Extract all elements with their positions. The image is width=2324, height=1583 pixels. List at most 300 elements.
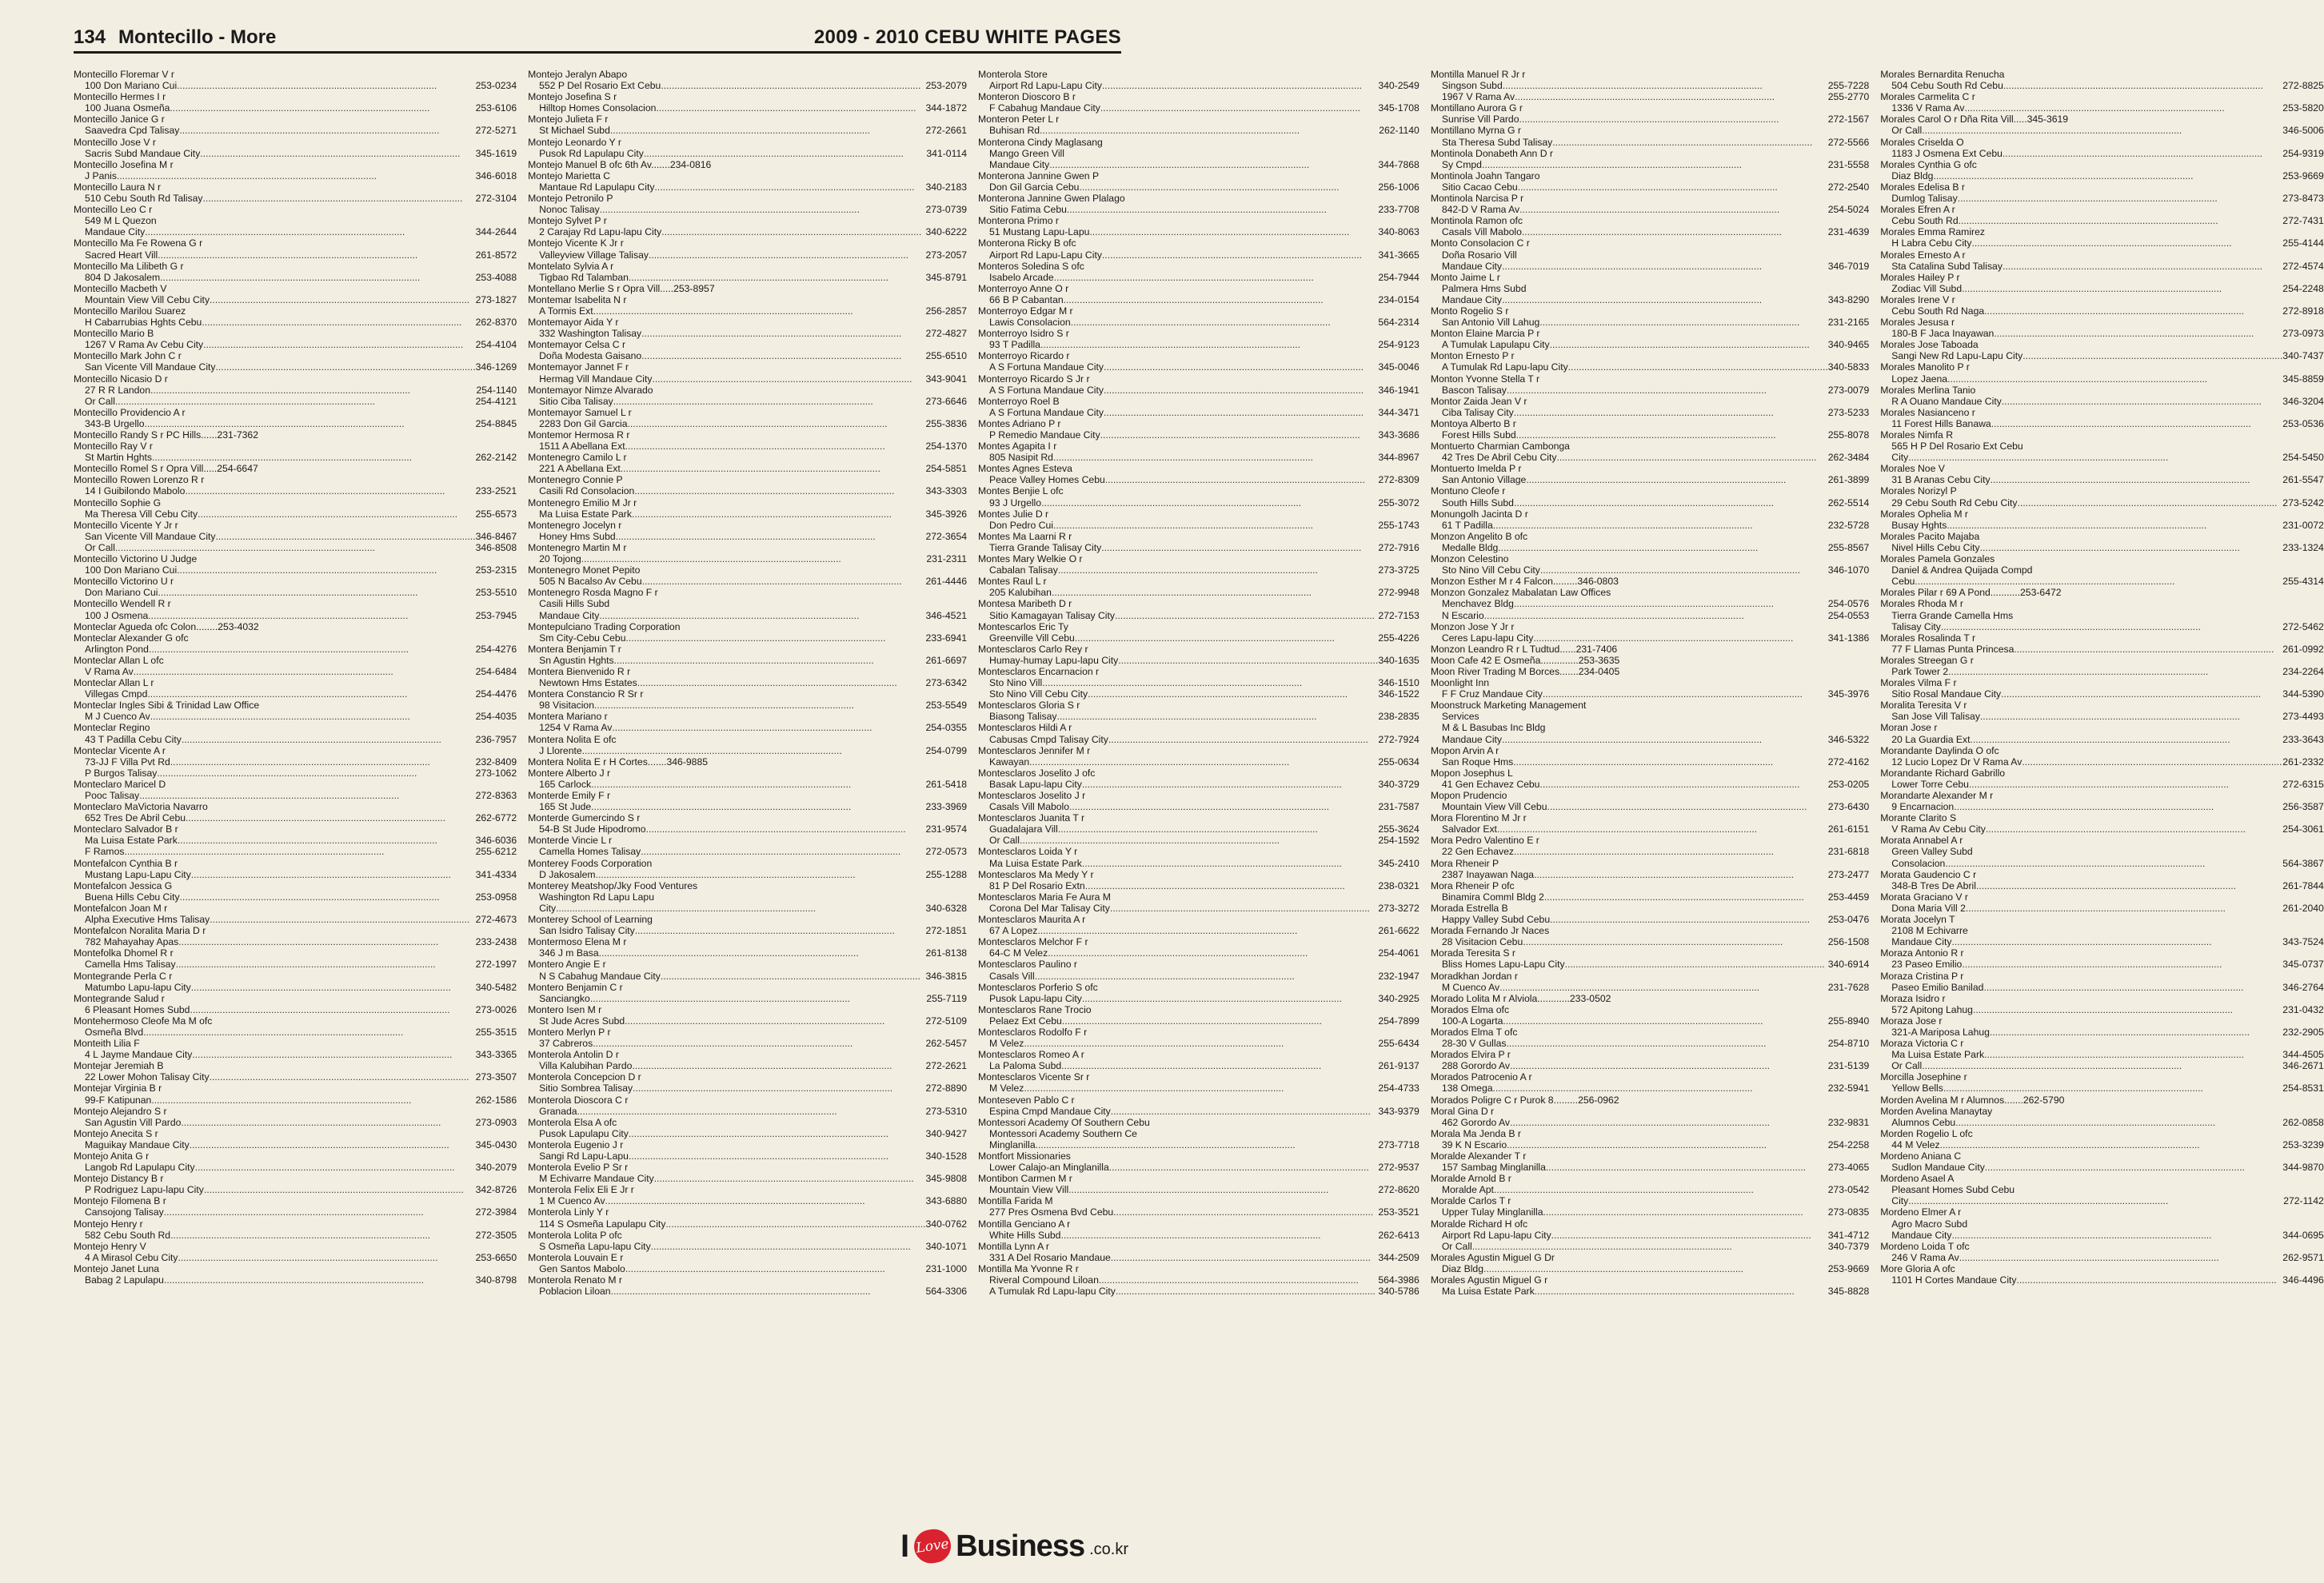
listing-phone: 273-3725 <box>1378 564 1420 576</box>
listing-address: Cebu South Rd Naga <box>1891 305 1985 317</box>
listing-phone: 343-8290 <box>1827 293 1870 305</box>
listing-name: Monterona Jannine Gwen Plalago <box>978 193 1125 205</box>
dot-leader <box>1085 880 1379 891</box>
listing-phone: 272-9948 <box>1378 587 1420 599</box>
listing-phone: 343-9379 <box>1378 1105 1420 1117</box>
listing-entry <box>1431 1060 1869 1071</box>
dot-leader <box>1075 632 1378 644</box>
listing-address: Villegas Cmpd <box>85 688 148 700</box>
listing-entry <box>528 181 967 193</box>
listing-entry <box>1431 452 1869 463</box>
listing-name: Montecillo Jose V r <box>74 136 156 148</box>
listing-entry <box>74 1117 517 1128</box>
listing-address: Park Tower 2 <box>1891 665 1949 677</box>
listing-address: A Tumulak Rd Lapu-lapu City <box>989 1286 1116 1298</box>
listing-address: 552 P Del Rosario Ext Cebu <box>539 80 661 92</box>
dot-leader <box>1543 688 1828 700</box>
listing-address: Paseo Emilio Banilad <box>1891 981 1984 993</box>
listing-name: Montecillo Victorino U Judge <box>74 553 198 565</box>
listing-entry <box>978 102 1420 114</box>
listing-entry <box>1880 520 2324 531</box>
listing-address: Humay-humay Lapu-lapu City <box>989 654 1119 666</box>
listing-name: Morante Clarito S <box>1880 812 1957 824</box>
listing-address: 1101 H Cortes Mandaue City <box>1891 1274 2017 1286</box>
listing-address: 1254 V Rama Av <box>539 722 613 734</box>
listing-entry <box>978 1106 1420 1117</box>
listing-entry <box>978 971 1420 982</box>
dot-leader <box>1503 80 1828 91</box>
listing-name: Montera Benjamin T r <box>528 643 621 655</box>
listing-address-line: Montessori Academy Southern Ce <box>989 1127 1137 1139</box>
listing-phone: 255-6510 <box>925 350 968 362</box>
listing-name: Montuerto Imelda P r <box>1430 463 1522 475</box>
listing-phone: 261-6697 <box>925 654 968 666</box>
listing-address: Guadalajara Vill <box>989 823 1058 835</box>
dot-leader <box>654 1173 926 1184</box>
listing-entry <box>978 204 1420 215</box>
dot-leader <box>556 903 925 914</box>
listing-name: Moon Cafe 42 E Osmeña..............253-3635 <box>1430 654 1620 666</box>
listing-entry <box>528 745 967 756</box>
listing-entry <box>978 1038 1420 1049</box>
listing-entry <box>74 1071 517 1083</box>
listing-address: Consolacion <box>1891 857 1946 869</box>
listing-entry <box>1431 181 1869 193</box>
listing-phone: 255-3515 <box>475 1026 517 1038</box>
listing-address: 27 R R Landon <box>85 384 150 396</box>
listing-address: Arlington Pond <box>85 643 149 655</box>
dot-leader <box>1110 903 1378 914</box>
listing-entry <box>74 587 517 598</box>
listing-entry <box>1431 474 1869 485</box>
listing-address: Corona Del Mar Talisay City <box>989 902 1110 914</box>
listing-address: 93 J Urgello <box>989 496 1042 508</box>
listing-name: Morandarte Alexander M r <box>1880 790 1994 801</box>
dot-leader <box>1040 339 1378 350</box>
listing-address: San Isidro Talisay City <box>539 925 635 937</box>
listing-entry <box>74 768 517 779</box>
listing-entry <box>74 959 517 970</box>
listing-phone: 273-0542 <box>1827 1184 1870 1196</box>
listing-phone: 346-6036 <box>475 835 517 847</box>
listing-entry <box>528 722 967 733</box>
dot-leader <box>117 170 476 181</box>
listing-entry <box>1431 564 1869 576</box>
listing-phone: 340-1635 <box>1378 654 1420 666</box>
listing-phone: 253-0205 <box>1827 778 1870 790</box>
listing-phone: 272-8918 <box>2282 305 2324 317</box>
listing-phone: 346-1510 <box>1378 677 1420 689</box>
listing-phone: 253-0958 <box>475 891 517 903</box>
listing-entry <box>1880 823 2324 835</box>
listing-address: Sitio Ciba Talisay <box>539 395 613 407</box>
dot-leader <box>656 102 925 114</box>
listing-phone: 272-4162 <box>1827 756 1870 768</box>
listing-phone: 256-2857 <box>925 305 968 317</box>
dot-leader <box>1568 361 1828 373</box>
listing-phone: 273-6342 <box>925 677 968 689</box>
dot-leader <box>665 1218 925 1230</box>
listing-phone: 253-0476 <box>1827 914 1870 926</box>
listing-entry <box>74 1206 517 1218</box>
dot-leader <box>1971 734 2283 745</box>
listing-name: Montenegro Jocelyn r <box>528 519 622 531</box>
listing-phone: 254-0799 <box>925 744 968 756</box>
dot-leader <box>629 1150 926 1162</box>
dot-leader <box>1040 125 1379 136</box>
listing-entry <box>978 587 1420 598</box>
listing-phone: 255-3836 <box>925 417 968 429</box>
listing-entry <box>528 1038 967 1049</box>
listing-name: Montuerto Charmian Cambonga <box>1430 441 1570 453</box>
listing-address: 114 S Osmeña Lapulapu City <box>539 1218 666 1230</box>
listing-column <box>1880 69 2324 1508</box>
listing-phone: 233-2521 <box>475 485 517 497</box>
listing-phone: 273-0079 <box>1827 384 1870 396</box>
listing-phone: 272-1567 <box>1827 114 1870 126</box>
listing-address: Mandaue City <box>1891 1229 1952 1241</box>
listing-name: Monteclar Allan L r <box>74 677 154 689</box>
listing-entry <box>978 1184 1420 1195</box>
listing-address: 246 V Rama Av <box>1891 1251 1959 1263</box>
dot-leader <box>1497 823 1828 835</box>
listing-entry <box>1431 114 1869 125</box>
listing-name: Morales Jose Taboada <box>1880 339 1979 351</box>
listing-name: Monterola Store <box>978 69 1048 80</box>
listing-address: A S Fortuna Mandaue City <box>989 384 1104 396</box>
listing-name: Mordeno Loida T ofc <box>1880 1240 1970 1252</box>
dot-leader <box>625 441 926 452</box>
listing-entry <box>978 1206 1420 1218</box>
listing-name: Morden Avelina Manaytay <box>1880 1105 1993 1117</box>
listing-phone: 340-6328 <box>925 902 968 914</box>
listing-entry <box>978 80 1420 91</box>
listing-entry <box>978 159 1420 170</box>
dot-leader <box>1516 429 1828 441</box>
listing-address: 81 P Del Rosario Extn <box>989 879 1085 891</box>
listing-phone: 345-9808 <box>925 1173 968 1185</box>
listing-address: 1967 V Rama Av <box>1441 91 1515 103</box>
listing-phone: 236-7957 <box>475 733 517 745</box>
listing-address: Sta Theresa Subd Talisay <box>1441 136 1553 148</box>
dot-leader <box>1035 971 1379 982</box>
listing-name: Montefalcon Joan M r <box>74 902 168 914</box>
listing-phone: 253-2315 <box>475 564 517 576</box>
listing-entry <box>978 1060 1420 1071</box>
listing-name: Monzon Gonzalez Mabalatan Law Offices <box>1430 587 1611 599</box>
dot-leader <box>1472 1241 1828 1252</box>
dot-leader <box>1965 102 2283 114</box>
listing-column <box>74 69 517 1508</box>
listing-name: Montero Benjamin C r <box>528 981 623 993</box>
listing-phone: 343-3365 <box>475 1049 517 1061</box>
listing-address: St Jude Acres Subd <box>539 1015 625 1027</box>
listing-phone: 261-2332 <box>2282 756 2324 768</box>
listing-name: Montero Isen M r <box>528 1003 602 1015</box>
listing-phone: 564-3986 <box>1378 1274 1420 1286</box>
listing-phone: 340-6222 <box>925 226 968 238</box>
listing-name: Montemar Isabelita N r <box>528 293 627 305</box>
listing-entry <box>1431 137 1869 148</box>
listing-phone: 273-2057 <box>925 249 968 261</box>
dot-leader <box>641 846 925 857</box>
listing-address: La Paloma Subd <box>989 1060 1062 1072</box>
listing-entry <box>528 531 967 542</box>
listing-name: Monton Elaine Marcia P r <box>1430 328 1540 340</box>
listing-address: San Jose Vill Talisay <box>1891 711 1980 723</box>
listing-phone: 341-0114 <box>926 147 968 159</box>
listing-entry <box>1431 1162 1869 1173</box>
listing-phone: 272-5271 <box>475 125 517 137</box>
listing-address: Doña Modesta Gaisano <box>539 350 642 362</box>
listing-phone: 255-3072 <box>1378 496 1420 508</box>
listing-name: Morales Cynthia G ofc <box>1880 158 1977 170</box>
listing-phone: 341-4712 <box>1827 1229 1870 1241</box>
listing-address: Airport Rd Lapu-lapu City <box>1441 1229 1551 1241</box>
listing-phone: 344-8967 <box>1378 452 1420 464</box>
listing-name: Monterola Renato M r <box>528 1274 622 1286</box>
listing-phone: 343-6880 <box>925 1195 968 1207</box>
listing-phone: 255-1288 <box>925 868 968 880</box>
dot-leader <box>1972 237 2283 249</box>
listing-name: Montecillo Vicente Y Jr r <box>74 519 178 531</box>
dot-leader <box>1550 339 1828 350</box>
dot-leader <box>641 328 925 339</box>
listing-phone: 272-8620 <box>1378 1184 1420 1196</box>
dot-leader <box>195 1162 476 1173</box>
listing-address: Sitio Sombrea Talisay <box>539 1083 633 1095</box>
listing-entry <box>978 1286 1420 1297</box>
listing-address-line: M & L Basubas Inc Bldg <box>1441 722 1546 734</box>
listing-phone: 273-0026 <box>475 1003 517 1015</box>
dot-leader <box>176 959 476 970</box>
listing-address: A Tumulak Lapulapu City <box>1441 339 1550 351</box>
listing-phone: 253-4088 <box>475 271 517 283</box>
listing-name: Montessori Academy Of Southern Cebu <box>978 1116 1150 1128</box>
listing-phone: 343-3303 <box>925 485 968 497</box>
listing-entry <box>1880 734 2324 745</box>
listing-name: Mora Florentino M Jr r <box>1430 812 1527 824</box>
listing-entry <box>528 869 967 880</box>
listing-address: Sudlon Mandaue City <box>1891 1162 1985 1174</box>
listing-address: Lower Calajo-an Minglanilla <box>989 1162 1109 1174</box>
listing-name: Montejo Manuel B ofc 6th Av.......234-0816 <box>528 158 712 170</box>
listing-phone: 255-4226 <box>1378 632 1420 644</box>
listing-entry <box>1880 666 2324 677</box>
listing-address-line: Daniel & Andrea Quijada Compd <box>1891 564 2033 576</box>
listing-entry <box>528 1128 967 1139</box>
listing-entry <box>1880 711 2324 722</box>
listing-entry <box>1431 936 1869 947</box>
listing-entry <box>978 993 1420 1004</box>
listing-address-line: Casili Hills Subd <box>539 598 610 610</box>
listing-entry <box>74 1184 517 1195</box>
listing-entry <box>74 272 517 283</box>
listing-name: Montenegro Connie P <box>528 474 623 486</box>
listing-phone: 273-6646 <box>925 395 968 407</box>
listing-name: Morales Merlina Tanio <box>1880 384 1976 396</box>
listing-address-line: Tierra Grande Camella Hms <box>1891 609 2014 621</box>
listing-name: Morales Nasianceno r <box>1880 406 1975 418</box>
listing-phone: 238-0321 <box>1378 879 1420 891</box>
listing-entry <box>74 125 517 136</box>
dot-leader <box>115 542 476 553</box>
listing-phone: 254-4276 <box>475 643 517 655</box>
listing-address: M Velez <box>989 1083 1024 1095</box>
listing-entry <box>74 542 517 553</box>
listing-address: Langob Rd Lapulapu City <box>85 1162 195 1174</box>
listing-name: Morden Avelina M r Alumnos.......262-5790 <box>1880 1094 2065 1106</box>
listing-phone: 344-0695 <box>2282 1229 2324 1241</box>
listing-address: P Rodriguez Lapu-lapu City <box>85 1184 204 1196</box>
listing-phone: 261-4446 <box>925 576 968 588</box>
listing-phone: 346-1522 <box>1378 688 1420 700</box>
listing-entry <box>1880 688 2324 700</box>
dot-leader <box>1941 621 2282 632</box>
listing-address: Kawayan <box>989 756 1030 768</box>
listing-name: Monto Consolacion C r <box>1430 237 1530 249</box>
listing-entry <box>1431 823 1869 835</box>
listing-phone: 254-1140 <box>476 384 517 396</box>
listing-name: Moraza Antonio R r <box>1880 947 1964 959</box>
listing-entry <box>1880 1117 2324 1128</box>
dot-leader <box>198 508 475 520</box>
listing-entry <box>528 328 967 339</box>
listing-entry <box>74 711 517 722</box>
listing-name: Montecillo Sophie G <box>74 496 162 508</box>
listing-entry <box>1431 339 1869 350</box>
listing-phone: 255-0634 <box>1378 756 1420 768</box>
listing-name: Montecillo Victorino U r <box>74 576 174 588</box>
dot-leader <box>1990 1027 2282 1038</box>
listing-phone: 231-4639 <box>1827 226 1870 238</box>
listing-address: Medalle Bldg <box>1441 541 1499 553</box>
listing-name: Montinola Joahn Tangaro <box>1430 169 1540 181</box>
listing-name: Montejo Jeralyn Abapo <box>528 69 628 80</box>
dot-leader <box>210 1071 476 1083</box>
listing-entry <box>1431 1117 1869 1128</box>
dot-leader <box>1519 114 1827 125</box>
dot-leader <box>1049 159 1378 170</box>
page-header <box>74 24 1121 54</box>
listing-column <box>528 69 967 1508</box>
listing-entry <box>1880 125 2324 136</box>
listing-address: Sy Cmpd <box>1441 158 1482 170</box>
listing-name: Moralita Teresita V r <box>1880 700 1967 712</box>
listing-name: Morales Noe V <box>1880 463 1945 475</box>
listing-address: Sto Nino Vill Cebu City <box>1441 564 1540 576</box>
listing-address: 43 T Padilla Cebu City <box>85 733 182 745</box>
listing-address: 1267 V Rama Av Cebu City <box>85 339 204 351</box>
listing-phone: 233-6941 <box>925 632 968 644</box>
dot-leader <box>1048 947 1378 959</box>
listing-phone: 255-1743 <box>1378 519 1420 531</box>
listing-name: Monterey School of Learning <box>528 914 653 926</box>
listing-name: Montemayor Nimze Alvarado <box>528 384 653 396</box>
listing-phone: 273-6430 <box>1827 801 1870 813</box>
listing-address: Dumlog Talisay <box>1891 193 1958 205</box>
listing-address: 462 Gorordo Av <box>1441 1116 1510 1128</box>
listing-phone: 262-9571 <box>2282 1251 2324 1263</box>
listing-address: J Llorente <box>539 744 582 756</box>
listing-name: Monterey Foods Corporation <box>528 857 653 869</box>
listing-name: Monteron Dioscoro B r <box>978 91 1076 103</box>
dot-leader <box>661 80 925 91</box>
listing-name: Montera Bienvenido R r <box>528 665 631 677</box>
listing-name: Morales Pamela Gonzales <box>1880 553 1995 565</box>
listing-address: 22 Lower Mohon Talisay City <box>85 1071 210 1083</box>
dot-leader <box>1526 474 1827 485</box>
listing-address: Saavedra Cpd Talisay <box>85 125 180 137</box>
listing-address: San Antonio Vill Lahug <box>1441 317 1540 329</box>
listing-entry <box>528 508 967 520</box>
listing-name: Morales Ophelia M r <box>1880 508 1968 520</box>
listing-phone: 232-5941 <box>1827 1083 1870 1095</box>
dot-leader <box>157 768 475 779</box>
dot-leader <box>2001 688 2282 700</box>
listing-address: Osmeña Blvd <box>85 1026 144 1038</box>
listing-phone: 346-8467 <box>475 530 517 542</box>
listing-phone: 340-0762 <box>925 1218 968 1230</box>
listing-address: M Echivarre Mandaue City <box>539 1173 654 1185</box>
listing-phone: 272-4574 <box>2282 260 2324 272</box>
listing-entry <box>1880 858 2324 869</box>
dot-leader <box>1514 407 1828 418</box>
listing-phone: 346-1941 <box>1378 384 1420 396</box>
listing-entry <box>1880 1004 2324 1015</box>
listing-address: 4 L Jayme Mandaue City <box>85 1049 193 1061</box>
listing-phone: 272-2661 <box>925 125 968 137</box>
dot-leader <box>151 1095 475 1106</box>
listing-phone: 344-2509 <box>1378 1251 1420 1263</box>
dot-leader <box>1947 520 2282 531</box>
listing-entry <box>1880 982 2324 993</box>
listing-entry <box>74 1162 517 1173</box>
listing-address: Sm City-Cebu Cebu <box>539 632 626 644</box>
listing-name: Morales Pilar r 69 A Pond...........253-6472 <box>1880 587 2062 599</box>
listing-address: Airport Rd Lapu-Lapu City <box>989 249 1102 261</box>
listing-entry <box>74 317 517 328</box>
dot-leader <box>1922 1060 2282 1071</box>
listing-phone: 272-5566 <box>1827 136 1870 148</box>
listing-name: Montecillo Floremar V r <box>74 69 174 80</box>
dot-leader <box>629 272 926 283</box>
listing-entry <box>1431 261 1869 272</box>
dot-leader <box>1104 385 1378 396</box>
listing-phone: 253-3239 <box>2282 1138 2324 1150</box>
listing-name: Mordeno Asael A <box>1880 1173 1955 1185</box>
listing-address: S Osmeña Lapu-lapu City <box>539 1240 651 1252</box>
listing-phone: 261-9137 <box>1378 1060 1420 1072</box>
dot-leader <box>661 971 926 982</box>
listing-phone: 234-0154 <box>1378 293 1420 305</box>
listing-address: Ma Luisa Estate Park <box>989 857 1082 869</box>
listing-phone: 231-7628 <box>1827 981 1870 993</box>
listing-phone: 345-8859 <box>2282 373 2324 385</box>
listing-name: Montecillo Janice G r <box>74 114 165 126</box>
listing-entry <box>1431 317 1869 328</box>
listing-phone: 346-6018 <box>475 169 517 181</box>
listing-phone: 272-3654 <box>925 530 968 542</box>
listing-phone: 256-1508 <box>1827 936 1870 948</box>
dot-leader <box>1514 497 1828 508</box>
listing-address: 2283 Don Gil Garcia <box>539 417 628 429</box>
listing-address: Nivel Hills Cebu City <box>1891 541 1980 553</box>
listing-phone: 254-4104 <box>475 339 517 351</box>
listing-address: 28 Visitacion Cebu <box>1441 936 1523 948</box>
dot-leader <box>616 531 926 542</box>
dot-leader <box>611 1286 926 1297</box>
